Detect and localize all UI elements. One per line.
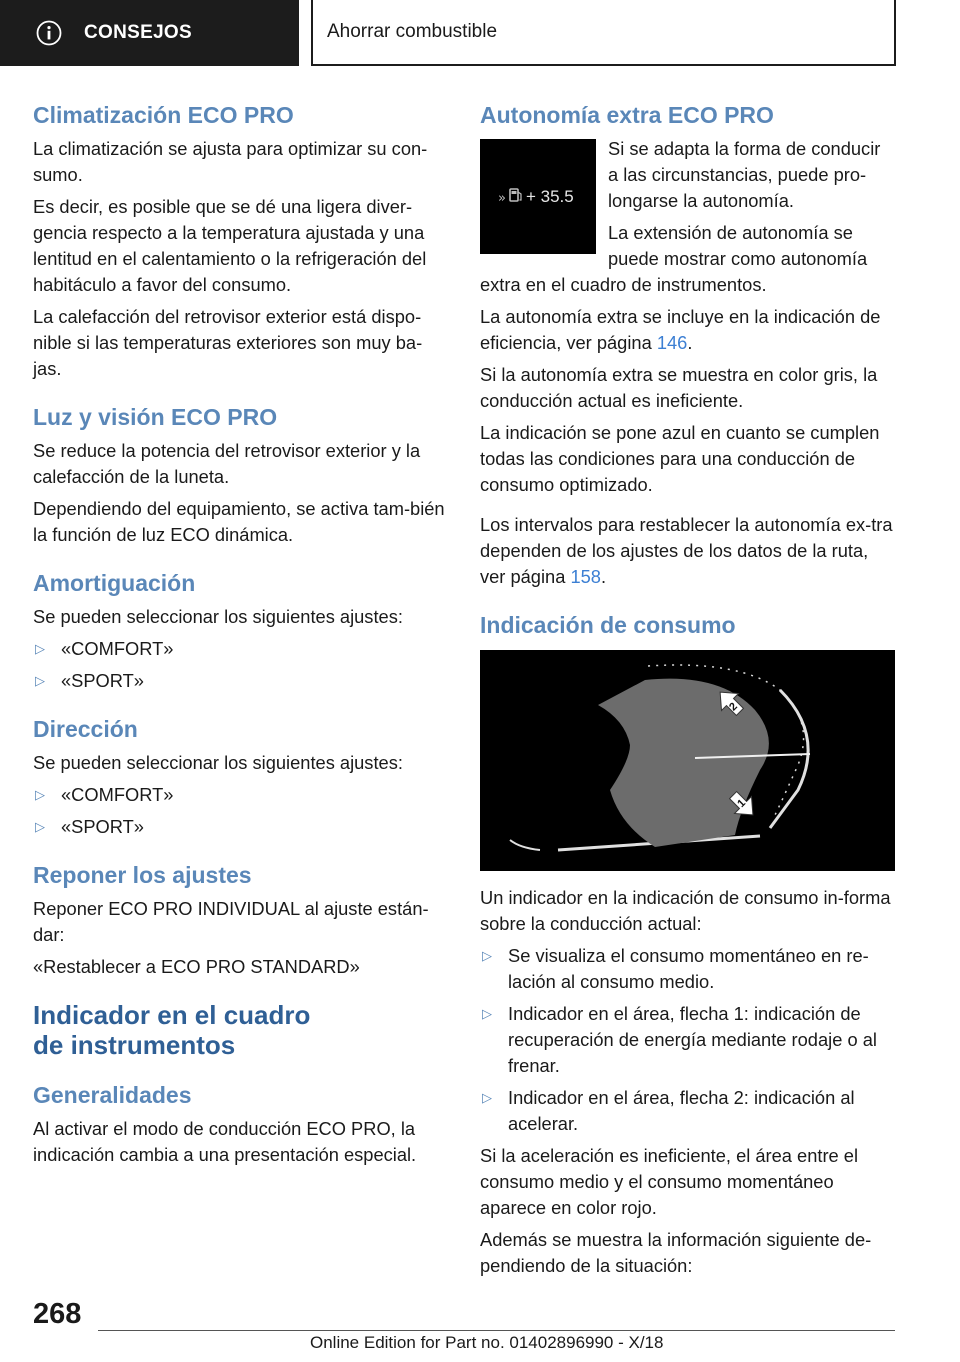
bullet-triangle-icon: ▷: [482, 948, 492, 963]
svg-text:»: »: [498, 191, 506, 206]
list-item-text: Indicador en el área, flecha 2: indicación al acelerar.: [508, 1087, 855, 1134]
list-item-text: «SPORT»: [61, 816, 144, 837]
list-item: [33, 782, 447, 808]
consumo-list: [480, 943, 894, 1137]
paragraph: «Restablecer a ECO PRO STANDARD»: [33, 956, 360, 977]
paragraph: Además se muestra la información siguiente de-pendiendo de la situación:: [480, 1229, 872, 1276]
list-item-text: «COMFORT»: [61, 638, 174, 659]
paragraph: Se pueden seleccionar los siguientes ajustes:: [33, 606, 403, 627]
paragraph: La autonomía extra se incluye en la indicación de eficiencia, ver página 146.: [480, 306, 881, 353]
heading-line: Indicador en el cuadro: [33, 1000, 311, 1030]
eco-value: + 35.5: [526, 187, 574, 206]
chapter-label: CONSEJOS: [84, 22, 192, 43]
list-item: [33, 636, 447, 662]
section-title: Ahorrar combustible: [327, 21, 498, 42]
info-icon: [36, 20, 62, 46]
paragraph: Si se adapta la forma de conducir a las circunstancias, puede pro-longarse la autonomía.: [608, 138, 881, 211]
bullet-triangle-icon: ▷: [35, 641, 45, 656]
list-item-text: Indicador en el área, flecha 1: indicación de recuperación de energía mediante rodaje o al frenar.: [508, 1003, 877, 1076]
list-item: [480, 1001, 894, 1079]
consumption-gauge-image: [480, 650, 895, 871]
chapter-tab: [0, 0, 299, 66]
footer-divider: [98, 1330, 895, 1331]
paragraph: Se pueden seleccionar los siguientes ajustes:: [33, 752, 403, 773]
list-item-text: «SPORT»: [61, 670, 144, 691]
eco-range-display: [480, 139, 596, 254]
autonomia-block: [480, 136, 894, 298]
page-number: 268: [33, 1298, 82, 1330]
paragraph: La climatización se ajusta para optimizar su con-sumo.: [33, 138, 428, 185]
heading-direccion: Dirección: [33, 716, 138, 742]
paragraph: Si la aceleración es ineficiente, el área entre el consumo medio y el consumo momentáneo aparece en color rojo.: [480, 1145, 859, 1218]
page-link-158[interactable]: 158: [570, 566, 601, 587]
fuel-pump-icon: [480, 139, 596, 254]
heading-reponer: Reponer los ajustes: [33, 862, 252, 888]
heading-autonomia: Autonomía extra ECO PRO: [480, 102, 774, 128]
svg-text:1: 1: [735, 797, 749, 810]
paragraph: Los intervalos para restablecer la autonomía ex-tra dependen de los ajustes de los datos de la ruta, ver página 158.: [480, 514, 893, 587]
paragraph: Si la autonomía extra se muestra en color gris, la conducción actual es ineficiente.: [480, 364, 878, 411]
bullet-triangle-icon: ▷: [482, 1090, 492, 1105]
paragraph: Es decir, es posible que se dé una ligera diver-gencia respecto a la temperatura ajustada y una lentitud en el calentamiento o la refrigeración del habitáculo a favor del consumo.: [33, 196, 427, 295]
heading-indicacion-consumo: Indicación de consumo: [480, 612, 736, 638]
heading-line: de instrumentos: [33, 1030, 236, 1060]
paragraph: Reponer ECO PRO INDIVIDUAL al ajuste están-dar:: [33, 898, 429, 945]
paragraph: Dependiendo del equipamiento, se activa tam-bién la función de luz ECO dinámica.: [33, 498, 445, 545]
list-item: [33, 668, 447, 694]
heading-climatizacion: Climatización ECO PRO: [33, 102, 294, 128]
list-item: [480, 943, 894, 995]
footer-edition: Online Edition for Part no. 01402896990 - X/18: [310, 1333, 664, 1352]
list-item: [480, 1085, 894, 1137]
direccion-list: [33, 782, 447, 840]
paragraph: Al activar el modo de conducción ECO PRO, la indicación cambia a una presentación especial.: [33, 1118, 417, 1165]
heading-generalidades: Generalidades: [33, 1082, 192, 1108]
paragraph: La indicación se pone azul en cuanto se cumplen todas las condiciones para una conducción de consumo optimizado.: [480, 422, 880, 495]
section-tab: [311, 0, 896, 66]
heading-indicador-cuadro: [33, 1000, 447, 1060]
heading-luz-vision: Luz y visión ECO PRO: [33, 404, 278, 430]
list-item: [33, 814, 447, 840]
paragraph: La calefacción del retrovisor exterior está dispo-nible si las temperaturas exteriores son muy ba-jas.: [33, 306, 423, 379]
paragraph: La extensión de autonomía se puede mostrar como autonomía extra en el cuadro de instrumentos.: [480, 222, 868, 295]
bullet-triangle-icon: ▷: [35, 673, 45, 688]
left-column: [33, 100, 447, 1174]
bullet-triangle-icon: ▷: [35, 819, 45, 834]
list-item-text: «COMFORT»: [61, 784, 174, 805]
paragraph: Se reduce la potencia del retrovisor exterior y la calefacción de la luneta.: [33, 440, 421, 487]
amortiguacion-list: [33, 636, 447, 694]
paragraph: Un indicador en la indicación de consumo in-forma sobre la conducción actual:: [480, 887, 891, 934]
right-column: [480, 100, 894, 1285]
list-item-text: Se visualiza el consumo momentáneo en re-lación al consumo medio.: [508, 945, 869, 992]
heading-amortiguacion: Amortiguación: [33, 570, 196, 596]
bullet-triangle-icon: ▷: [35, 787, 45, 802]
bullet-triangle-icon: ▷: [482, 1006, 492, 1021]
svg-text:2: 2: [727, 700, 740, 714]
page-header: [0, 0, 960, 66]
page-link-146[interactable]: 146: [656, 332, 688, 353]
